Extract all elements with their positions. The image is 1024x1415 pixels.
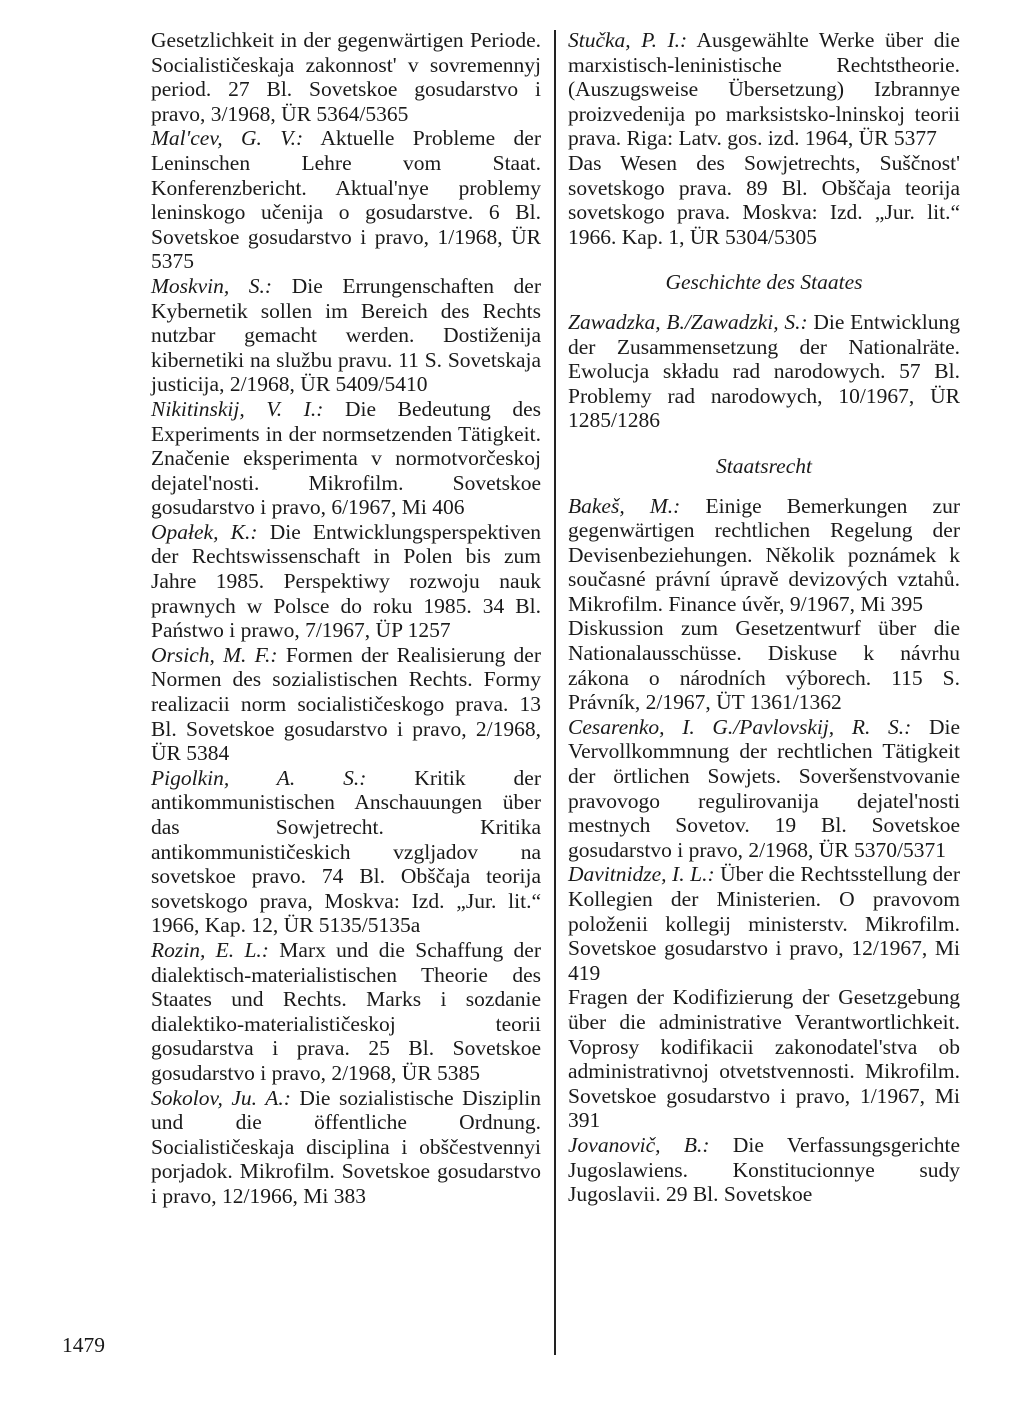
bibliography-entry [568, 1133, 960, 1207]
bibliography-entry [151, 126, 541, 274]
entry-text: Einige Bemerkungen zur gegenwärtigen rechtlichen Regelung der Devisenbeziehungen. Několik poznámek k současné právní úpravě devizových vztahů. Mikrofilm. Finance úvěr, 9/1967, Mi 395 [568, 493, 961, 616]
bibliography-entry [151, 938, 541, 1086]
entry-text: Kritik der antikommunistischen Anschauungen über das Sowjetrecht. Kritika antikommunističeskich vzgljadov na sovetskoe pravo. 74 Bl. Obščaja teorija sovetskogo prava, Moskva: Izd. „Jur. lit.“ 1966, Kap. 12, ÜR 5135/5135a [151, 765, 541, 938]
entry-text: Die Entwicklung der Zusammensetzung der Nationalräte. Ewolucja składu rad narodowych. 57 Bl. Problemy rad narodowych, 10/1967, ÜR 1285/1286 [568, 309, 961, 433]
entry-text: Fragen der Kodifizierung der Gesetzgebung über die administrative Verantwortlichkeit. Voprosy kodifikacii zakonodatel'stva ob administrativnoj otvetstvennosti. Mikrofilm. Sovetskoe gosudarstvo i pravo, 1/1967, Mi 391 [568, 985, 960, 1133]
bibliography-entry [568, 310, 960, 433]
entry-author: Bakeš, M.: [568, 493, 681, 518]
entry-author: Zawadzka, B./Zawadzki, S.: [568, 309, 808, 334]
bibliography-entry [151, 28, 541, 126]
entry-text: Die Vervollkommnung der rechtlichen Tätigkeit der örtlichen Sowjets. Soveršenstvovanie pravovogo regulirovanija dejatel'nosti mestnych Sovetov. 19 Bl. Sovetskoe gosudarstvo i pravo, 2/1968, ÜR 5370/5371 [568, 714, 961, 862]
entry-author: Orsich, M. F.: [151, 642, 278, 667]
bibliography-entry [151, 520, 541, 643]
entry-text: Diskussion zum Gesetzentwurf über die Nationalausschüsse. Diskuse k návrhu zákona o národních výborech. 115 S. Právník, 2/1967, ÜT 1361/1362 [568, 616, 960, 715]
entry-text: Die Verfassungsgerichte Jugoslawiens. Konstitucionnye sudy Jugoslavii. 29 Bl. Sovetskoe [568, 1132, 961, 1207]
bibliography-entry [568, 494, 960, 617]
entry-text: Über die Rechtsstellung der Kollegien der Ministerien. O pravovom položenii kollegij ministerstv. Mikrofilm. Sovetskoe gosudarstvo i pravo, 12/1967, Mi 419 [568, 862, 961, 985]
entry-author: Opałek, K.: [151, 519, 258, 544]
entry-author: Jovanovič, B.: [568, 1132, 710, 1157]
entry-text: Aktuelle Probleme der Leninschen Lehre vom Staat. Konferenzbericht. Aktual'nye problemy leninskogo učenija o gosudarstve. 6 Bl. Sovetskoe gosudarstvo i pravo, 1/1968, ÜR 5375 [151, 126, 541, 274]
entry-author: Davitnidze, I. L.: [568, 862, 715, 887]
right-column [568, 28, 960, 1207]
entry-author: Rozin, E. L.: [151, 937, 269, 962]
bibliography-entry [151, 1086, 541, 1209]
entry-author: Nikitinskij, V. I.: [151, 396, 324, 421]
bibliography-entry [151, 766, 541, 938]
entry-text: Die Bedeutung des Experiments in der normsetzenden Tätigkeit. Značenie eksperimenta v normotvorčeskoj dejatel'nosti. Mikrofilm. Sovetskoe gosudarstvo i pravo, 6/1967, Mi 406 [151, 396, 541, 520]
bibliography-entry [151, 397, 541, 520]
entry-author: Pigolkin, A. S.: [151, 765, 367, 790]
entry-text: Die Entwicklungsperspektiven der Rechtswissenschaft in Polen bis zum Jahre 1985. Perspektiwy rozwoju nauk prawnych w Polsce do roku 1985. 34 Bl. Państwo i prawo, 7/1967, ÜP 1257 [151, 519, 541, 643]
entry-text: Formen der Realisierung der Normen des sozialistischen Rechts. Formy realizacii norm socialističeskogo prava. 13 Bl. Sovetskoe gosudarstvo i pravo, 2/1968, ÜR 5384 [151, 642, 542, 766]
bibliography-entry [568, 151, 960, 249]
column-divider [554, 30, 556, 1355]
entry-author: Cesarenko, I. G./Pavlovskij, R. S.: [568, 714, 912, 739]
section-heading: Staatsrecht [716, 453, 812, 478]
bibliography-entry [568, 862, 960, 985]
entry-author: Stučka, P. I.: [568, 28, 688, 52]
entry-text: Die sozialistische Disziplin und die öffentliche Ordnung. Socialističeskaja disciplina i obščestvennyi porjadok. Mikrofilm. Sovetskoe gosudarstvo i pravo, 12/1966, Mi 383 [151, 1085, 542, 1208]
entry-author: Sokolov, Ju. A.: [151, 1085, 291, 1110]
bibliography-entry [151, 643, 541, 766]
bibliography-entry [568, 616, 960, 714]
entry-text: Ausgewählte Werke über die marxistisch-leninistische Rechtstheorie. (Auszugsweise Übersetzung) Izbrannye proizvedenija po marksistsko-lninskoj teorii prava. Riga: Latv. gos. izd. 1964, ÜR 5377 [568, 28, 960, 151]
entry-author: Moskvin, S.: [151, 273, 273, 298]
entry-text: Das Wesen des Sowjetrechts, Suščnost' sovetskogo prava. 89 Bl. Obščaja teorija sovetskogo prava. Moskva: Izd. „Jur. lit.“ 1966. Kap. 1, ÜR 5304/5305 [568, 150, 960, 249]
entry-text: Gesetzlichkeit in der gegenwärtigen Periode. Socialističeskaja zakonnost' v sovremennyj period. 27 Bl. Sovetskoe gosudarstvo i pravo, 3/1968, ÜR 5364/5365 [151, 28, 541, 126]
entry-text: Marx und die Schaffung der dialektisch-materialistischen Theorie des Staates und Rechts. Marks i sozdanie dialektiko-materialističeskoj teorii gosudarstva i prava. 25 Bl. Sovetskoe gosudarstvo i pravo, 2/1968, ÜR 5385 [151, 937, 542, 1085]
entry-text: Die Errungenschaften der Kybernetik sollen im Bereich des Rechts nutzbar gemacht werden. Dostiženija kibernetiki na službu pravu. 11 S. Sovetskaja justicija, 2/1968, ÜR 5409/5410 [151, 273, 541, 397]
bibliography-entry [568, 28, 960, 151]
entry-author: Mal'cev, G. V.: [151, 126, 304, 151]
bibliography-entry [568, 985, 960, 1133]
page-number: 1479 [62, 1333, 105, 1357]
left-column [151, 28, 541, 1209]
bibliography-entry [568, 715, 960, 863]
bibliography-entry [151, 274, 541, 397]
section-heading: Geschichte des Staates [665, 270, 863, 295]
